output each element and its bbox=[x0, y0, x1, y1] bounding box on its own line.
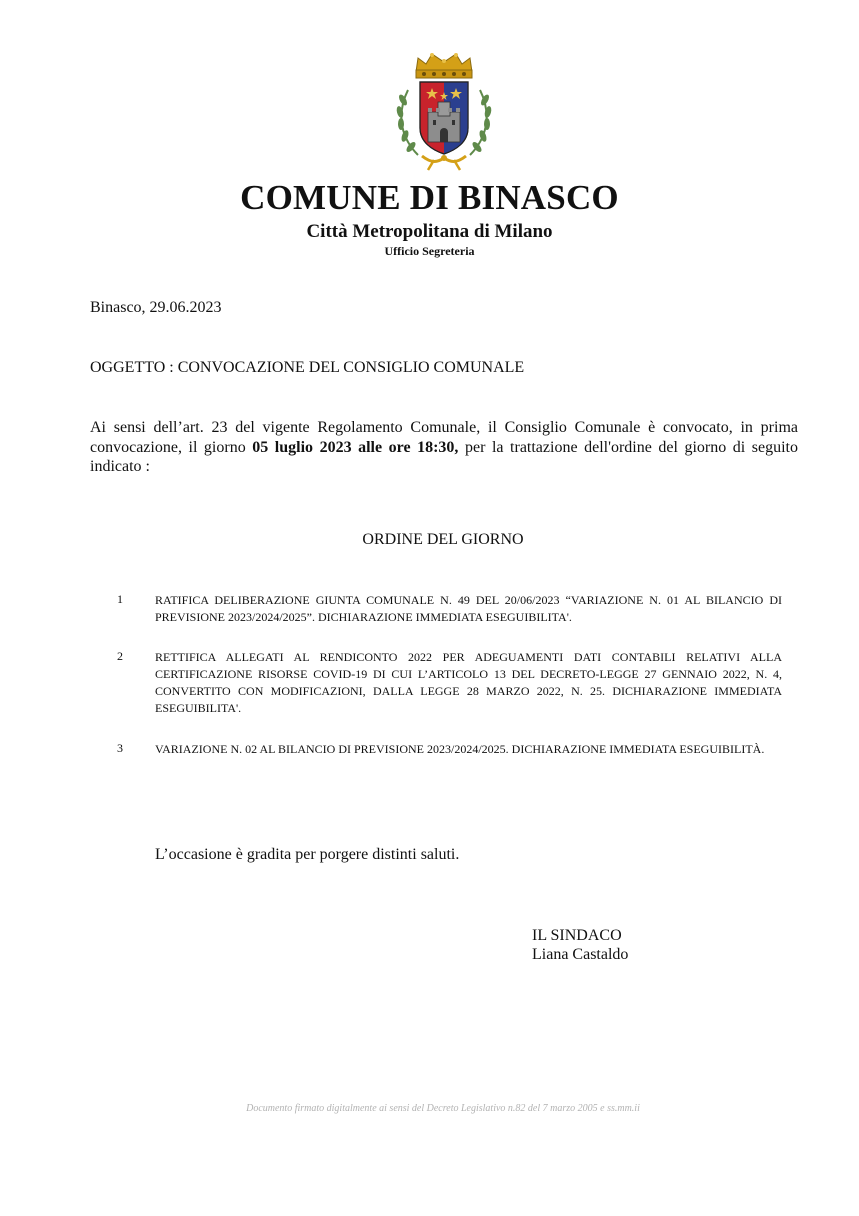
shield-icon bbox=[420, 82, 468, 154]
municipality-title: COMUNE DI BINASCO bbox=[240, 178, 619, 217]
crown-icon bbox=[416, 53, 472, 78]
office-label: Ufficio Segreteria bbox=[384, 244, 475, 258]
signatory-role: IL SINDACO bbox=[532, 927, 622, 944]
intro-text-after: per la trattazione dell'ordine del giorno di seguito indicato : bbox=[90, 438, 798, 475]
coat-of-arms-emblem bbox=[388, 50, 500, 175]
agenda-item-text: RETTIFICA ALLEGATI AL RENDICONTO 2022 PER ADEGUAMENTI DATI CONTABILI RELATIVI ALLA CERTIFICAZIONE RISORSE COVID-19 DI CUI L’ARTICOLO 13 DEL DECRETO-LEGGE 27 GENNAIO 2022, N. 4, CONVERTITO CON MODIFICAZIONI, DALLA LEGGE 28 MARZO 2022, N. 25. DICHIARAZIONE IMMEDIATA ESEGUIBILITA'. bbox=[155, 650, 782, 715]
intro-text-before: Ai sensi dell’art. 23 del vigente Regolamento Comunale, il Consiglio Comunale è convocato, in prima convocazione, il giorno bbox=[90, 419, 798, 456]
agenda-item-text: RATIFICA DELIBERAZIONE GIUNTA COMUNALE N. 49 DEL 20/06/2023 “VARIAZIONE N. 01 AL BILANCIO DI PREVISIONE 2023/2024/2025”. DICHIARAZIONE IMMEDIATA ESEGUIBILITA'. bbox=[155, 593, 782, 624]
digital-signature-footer: Documento firmato digitalmente ai sensi del Decreto Legislativo n.82 del 7 marzo 2005 e ss.mm.ii bbox=[246, 1103, 640, 1114]
agenda-item-number: 3 bbox=[117, 741, 123, 755]
metro-city-subtitle: Città Metropolitana di Milano bbox=[306, 221, 553, 242]
agenda-item-text: VARIAZIONE N. 02 AL BILANCIO DI PREVISIONE 2023/2024/2025. DICHIARAZIONE IMMEDIATA ESEGUIBILITÀ. bbox=[155, 742, 765, 756]
intro-paragraph bbox=[90, 418, 798, 477]
place-date: Binasco, 29.06.2023 bbox=[90, 299, 222, 316]
signatory-name: Liana Castaldo bbox=[532, 946, 629, 963]
laurel-right-icon bbox=[470, 90, 492, 155]
agenda-item-number: 2 bbox=[117, 649, 123, 663]
agenda-item-number: 1 bbox=[117, 592, 123, 606]
laurel-left-icon bbox=[396, 90, 418, 155]
closing-greeting: L’occasione è gradita per porgere distinti saluti. bbox=[155, 846, 460, 863]
meeting-datetime: 05 luglio 2023 alle ore 18:30, bbox=[252, 438, 459, 456]
agenda-title: ORDINE DEL GIORNO bbox=[362, 531, 524, 548]
ribbon-icon bbox=[422, 155, 466, 170]
subject-line: OGGETTO : CONVOCAZIONE DEL CONSIGLIO COMUNALE bbox=[90, 359, 525, 376]
